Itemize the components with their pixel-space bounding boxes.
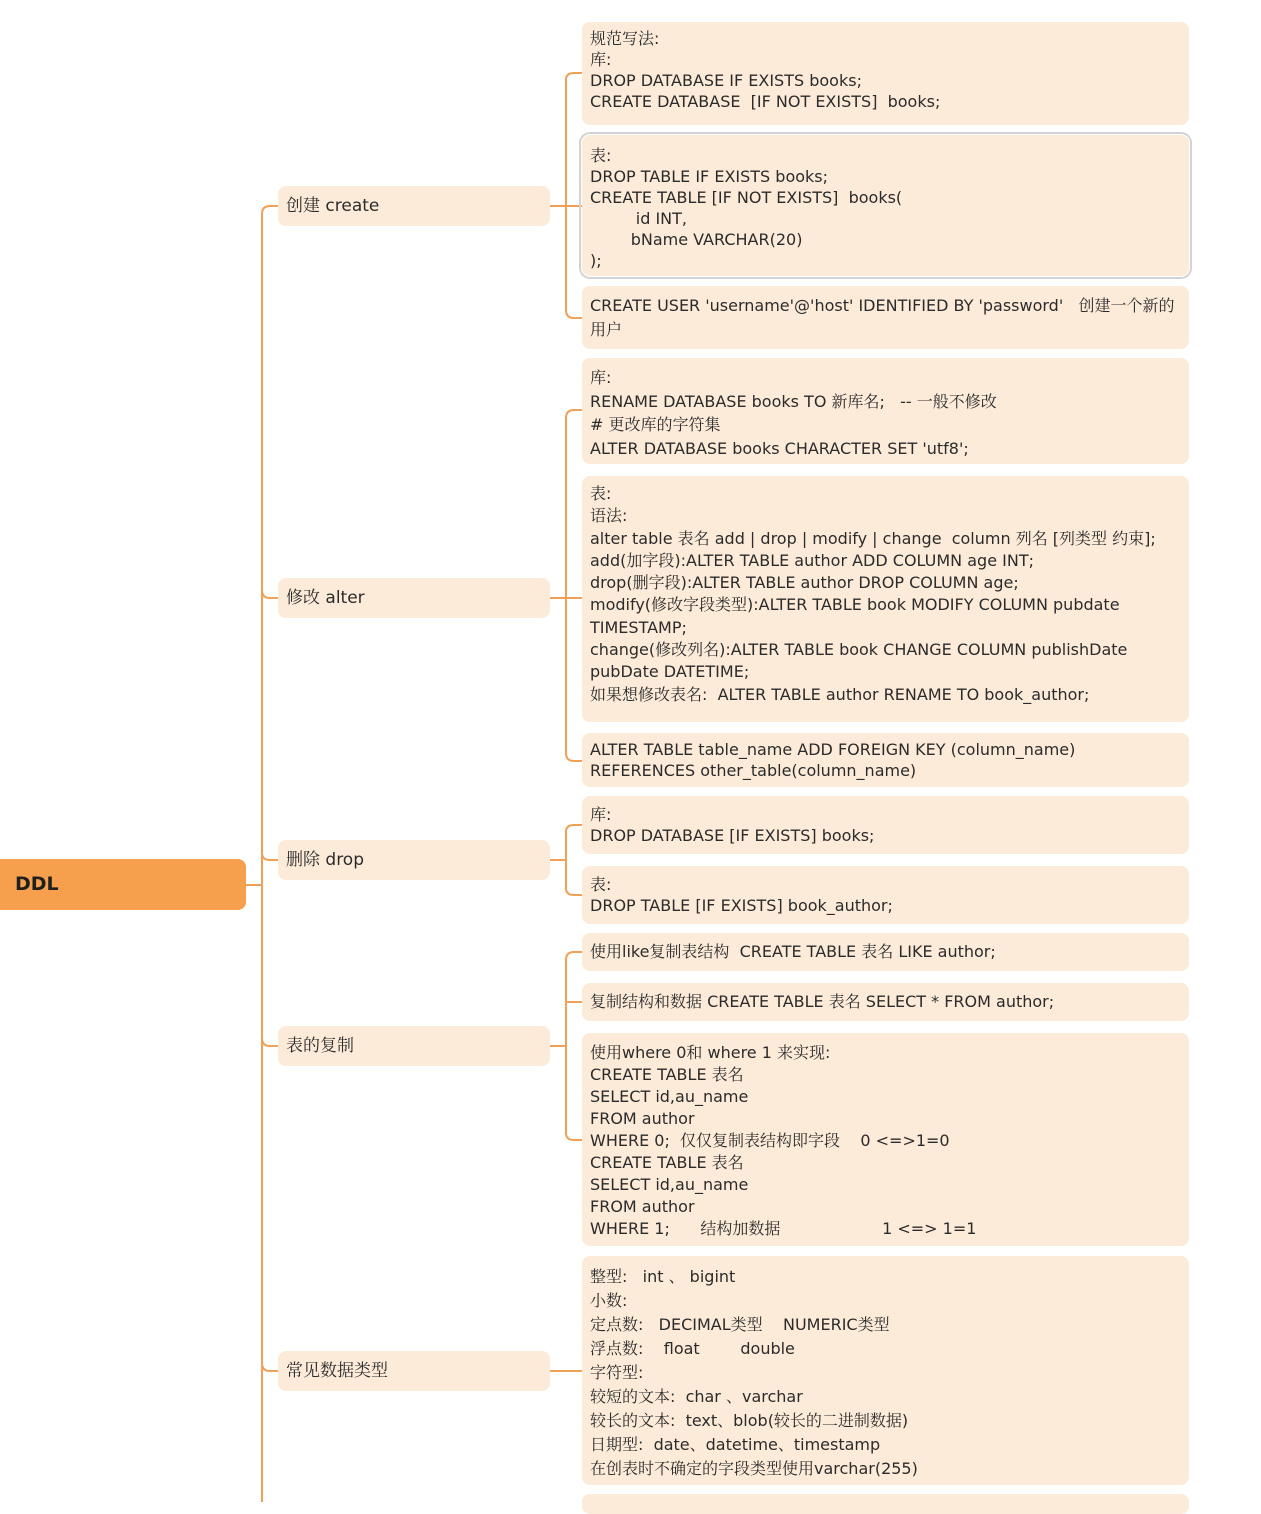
leaf-line: WHERE 1; 结构加数据 1 <=> 1=1 (590, 1219, 977, 1238)
leaf-line: 日期型: date、datetime、timestamp (590, 1435, 881, 1454)
leaf-line: 在创表时不确定的字段类型使用varchar(255) (590, 1459, 918, 1478)
leaf-line: WHERE 0; 仅仅复制表结构即字段 0 <=>1=0 (590, 1131, 950, 1150)
leaf-line: 较长的文本: text、blob(较长的二进制数据) (590, 1411, 909, 1430)
leaf-alter-database[interactable] (582, 358, 1189, 464)
leaf-line: DROP DATABASE IF EXISTS books; (590, 71, 862, 90)
leaf-line: 表: (590, 875, 612, 894)
leaf-drop-database[interactable] (582, 796, 1189, 854)
leaf-line: 使用where 0和 where 1 来实现: (590, 1043, 831, 1062)
leaf-line: ); (590, 251, 602, 270)
leaf-copy-structure-data[interactable] (582, 983, 1189, 1021)
leaf-copy-where[interactable] (582, 1033, 1189, 1246)
leaf-create-user[interactable] (582, 286, 1189, 349)
leaf-line: 库: (590, 368, 612, 387)
leaf-line: modify(修改字段类型):ALTER TABLE book MODIFY COLUMN pubdate TIMESTAMP; (590, 595, 1125, 637)
leaf-create-table[interactable] (582, 135, 1189, 276)
leaf-line: CREATE TABLE [IF NOT EXISTS] books( (590, 188, 903, 207)
leaf-line: 复制结构和数据 CREATE TABLE 表名 SELECT * FROM author; (590, 992, 1055, 1011)
leaf-line: CREATE DATABASE [IF NOT EXISTS] books; (590, 92, 941, 111)
leaf-line: drop(删字段):ALTER TABLE author DROP COLUMN age; (590, 573, 1019, 593)
leaf-line: DROP TABLE IF EXISTS books; (590, 167, 829, 186)
leaf-line: 表: (590, 484, 612, 503)
leaf-line: DROP DATABASE [IF EXISTS] books; (590, 826, 875, 845)
leaf-line: CREATE TABLE 表名 (590, 1153, 744, 1172)
leaf-next-partial[interactable] (582, 1494, 1189, 1514)
leaf-line: RENAME DATABASE books TO 新库名; -- 一般不修改 (590, 391, 997, 411)
leaf-line: ALTER DATABASE books CHARACTER SET 'utf8'; (590, 438, 969, 458)
leaf-line: 小数: (590, 1291, 628, 1310)
leaf-copy-like[interactable] (582, 933, 1189, 971)
leaf-line: 库: (590, 805, 612, 824)
leaf-line: CREATE USER 'username'@'host' IDENTIFIED BY 'password' 创建一个新的用户 (590, 296, 1175, 339)
leaf-line: SELECT id,au_name (590, 1175, 749, 1194)
branch-drop[interactable]: 删除 drop (278, 840, 550, 880)
leaf-drop-table[interactable] (582, 866, 1189, 924)
branch-copy-table[interactable]: 表的复制 (278, 1026, 550, 1066)
leaf-line: FROM author (590, 1197, 695, 1216)
leaf-line: 表: (590, 146, 612, 165)
leaf-data-types[interactable] (582, 1256, 1189, 1485)
branch-data-types[interactable]: 常见数据类型 (278, 1351, 550, 1391)
leaf-line: 字符型: (590, 1363, 644, 1382)
leaf-line: DROP TABLE [IF EXISTS] book_author; (590, 896, 893, 915)
leaf-line: id INT, (590, 209, 688, 228)
leaf-line: CREATE TABLE 表名 (590, 1065, 744, 1084)
leaf-line: bName VARCHAR(20) (590, 230, 803, 249)
leaf-line: FROM author (590, 1109, 695, 1128)
leaf-line: ALTER TABLE table_name ADD FOREIGN KEY (column_name) REFERENCES other_table(column_name) (590, 740, 1081, 780)
leaf-alter-table[interactable] (582, 476, 1189, 722)
leaf-line: # 更改库的字符集 (590, 415, 721, 434)
leaf-line: 使用like复制表结构 CREATE TABLE 表名 LIKE author; (590, 942, 996, 961)
root-node-ddl[interactable]: DDL (0, 859, 246, 910)
leaf-create-database[interactable] (582, 22, 1189, 125)
leaf-line: 库: (590, 50, 612, 69)
leaf-line: 定点数: DECIMAL类型 NUMERIC类型 (590, 1315, 890, 1334)
leaf-line: 语法: (590, 506, 628, 526)
leaf-alter-foreign-key[interactable] (582, 733, 1189, 787)
leaf-line: 如果想修改表名: ALTER TABLE author RENAME TO book_author; (590, 684, 1090, 704)
leaf-line: 整型: int 、 bigint (590, 1267, 736, 1286)
branch-alter[interactable]: 修改 alter (278, 578, 550, 618)
branch-create[interactable]: 创建 create (278, 186, 550, 226)
leaf-line: 规范写法: (590, 29, 660, 48)
leaf-line: 较短的文本: char 、varchar (590, 1387, 803, 1406)
leaf-line: SELECT id,au_name (590, 1087, 749, 1106)
leaf-line: change(修改列名):ALTER TABLE book CHANGE COLUMN publishDate pubDate DATETIME; (590, 640, 1133, 682)
leaf-line: alter table 表名 add | drop | modify | change column 列名 [列类型 约束]; (590, 528, 1156, 548)
leaf-line: add(加字段):ALTER TABLE author ADD COLUMN age INT; (590, 550, 1034, 570)
leaf-line: 浮点数: float double (590, 1339, 795, 1358)
